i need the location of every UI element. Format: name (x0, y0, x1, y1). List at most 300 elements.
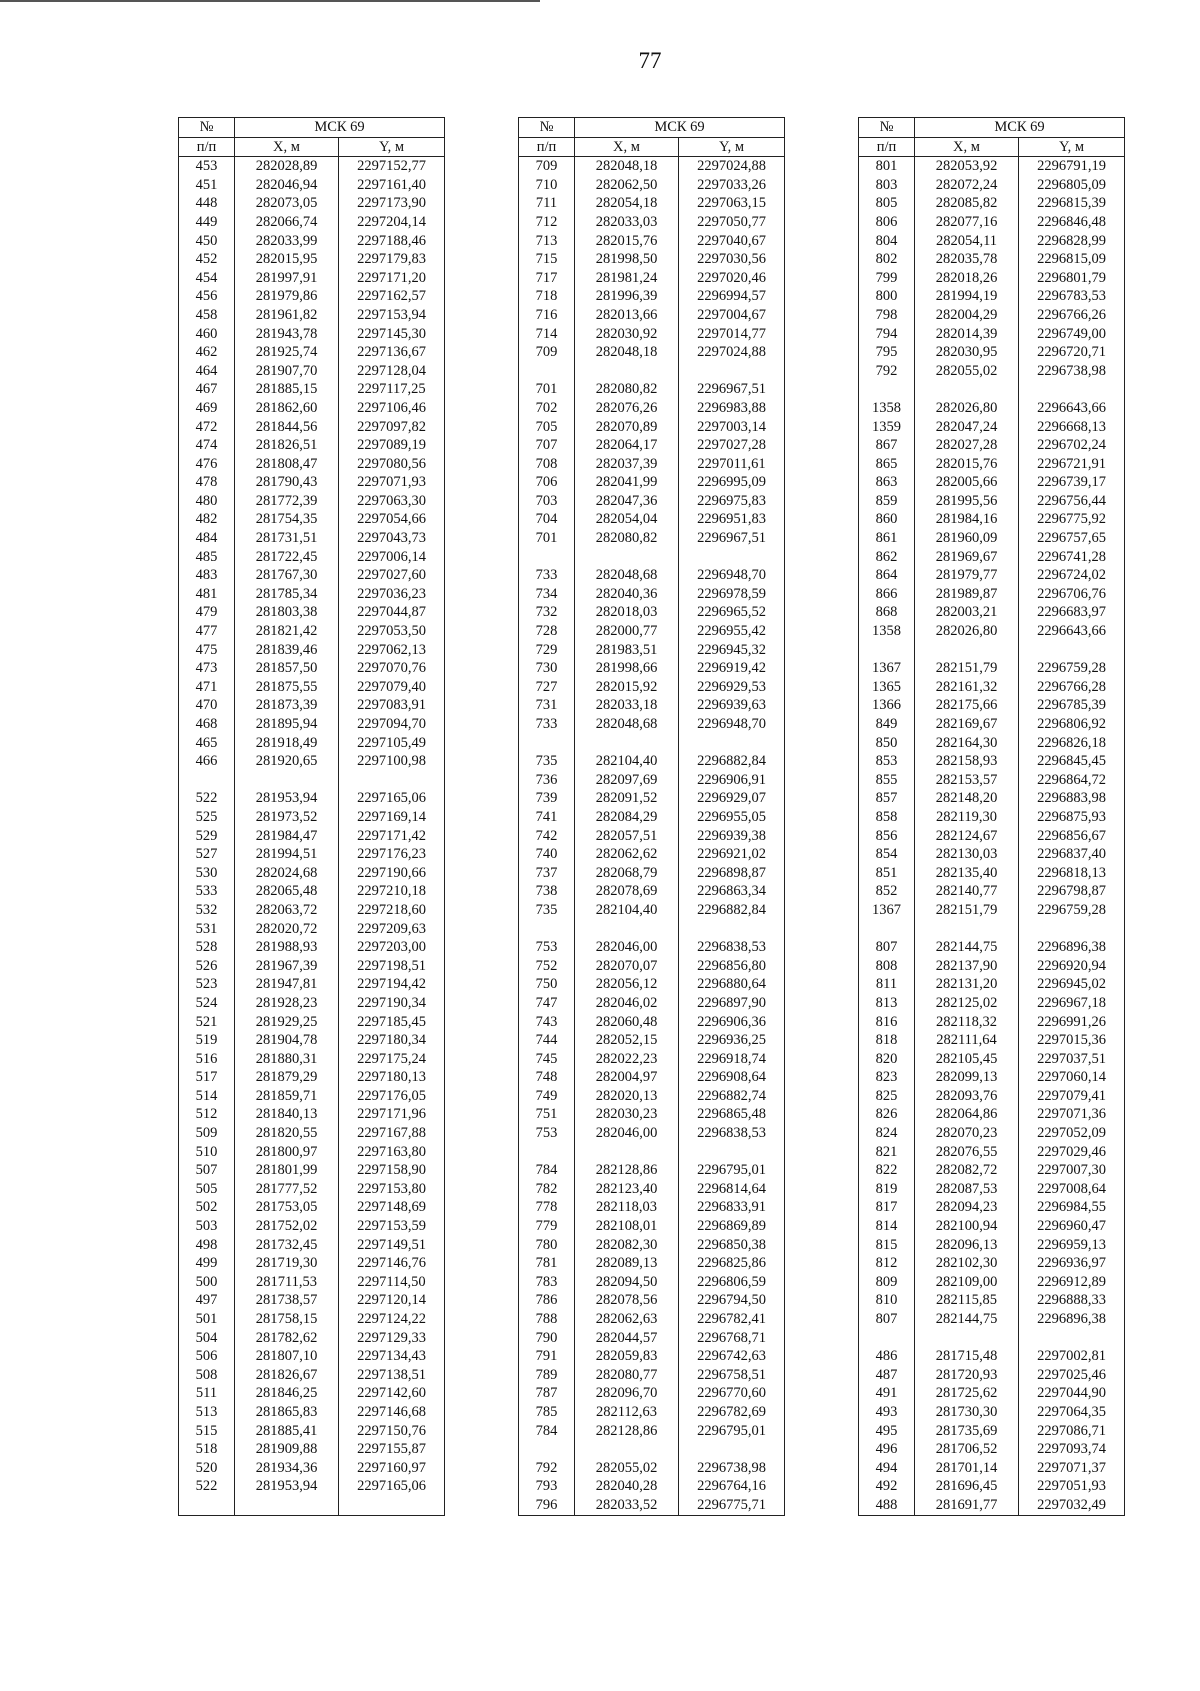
point-number: 784 (519, 1422, 575, 1441)
table-row (859, 1087, 1125, 1106)
y-coordinate: 2296756,44 (1019, 492, 1125, 511)
x-coordinate: 282072,24 (915, 176, 1019, 195)
y-coordinate: 2296759,28 (1019, 659, 1125, 678)
point-number: 473 (179, 659, 235, 678)
y-coordinate: 2296995,09 (679, 473, 785, 492)
point-number: 796 (519, 1496, 575, 1515)
x-coordinate: 281790,43 (235, 473, 339, 492)
x-coordinate: 282062,63 (575, 1310, 679, 1329)
x-coordinate: 281875,55 (235, 678, 339, 697)
point-number: 729 (519, 641, 575, 660)
x-coordinate: 282046,00 (575, 938, 679, 957)
x-coordinate: 281738,57 (235, 1291, 339, 1310)
point-number: 748 (519, 1068, 575, 1087)
point-number: 1366 (859, 696, 915, 715)
y-coordinate: 2297086,71 (1019, 1422, 1125, 1441)
x-coordinate: 281826,51 (235, 436, 339, 455)
table-row (859, 1236, 1125, 1255)
y-coordinate: 2296864,72 (1019, 771, 1125, 790)
table-row (859, 622, 1125, 641)
y-coordinate (679, 1440, 785, 1459)
x-coordinate: 281844,56 (235, 418, 339, 437)
x-coordinate (575, 1440, 679, 1459)
point-number: 744 (519, 1031, 575, 1050)
x-coordinate (575, 362, 679, 381)
point-number: 510 (179, 1143, 235, 1162)
table-row (179, 1347, 445, 1366)
y-coordinate: 2297083,91 (339, 696, 445, 715)
point-number: 794 (859, 325, 915, 344)
y-coordinate: 2297043,73 (339, 529, 445, 548)
point-number: 819 (859, 1180, 915, 1199)
table-row (179, 1180, 445, 1199)
y-coordinate: 2297032,49 (1019, 1496, 1125, 1515)
y-coordinate (1019, 1329, 1125, 1348)
x-coordinate: 282066,74 (235, 213, 339, 232)
x-coordinate: 282099,13 (915, 1068, 1019, 1087)
x-coordinate: 281722,45 (235, 548, 339, 567)
table-row (519, 1180, 785, 1199)
y-coordinate: 2297040,67 (679, 232, 785, 251)
x-coordinate: 282123,40 (575, 1180, 679, 1199)
y-coordinate: 2296897,90 (679, 994, 785, 1013)
x-coordinate: 282153,57 (915, 771, 1019, 790)
y-coordinate: 2296951,83 (679, 510, 785, 529)
y-coordinate: 2297190,66 (339, 864, 445, 883)
table-row (179, 1310, 445, 1329)
y-coordinate: 2297008,64 (1019, 1180, 1125, 1199)
table-row (519, 418, 785, 437)
x-coordinate: 282102,30 (915, 1254, 1019, 1273)
point-number: 523 (179, 975, 235, 994)
table-row (859, 1496, 1125, 1515)
table-row (179, 808, 445, 827)
table-row (179, 641, 445, 660)
x-coordinate: 282055,02 (575, 1459, 679, 1478)
point-number: 522 (179, 789, 235, 808)
x-coordinate: 281979,77 (915, 566, 1019, 585)
point-number: 468 (179, 715, 235, 734)
point-number (519, 734, 575, 753)
y-coordinate: 2297080,56 (339, 455, 445, 474)
point-number: 739 (519, 789, 575, 808)
y-coordinate: 2296882,74 (679, 1087, 785, 1106)
x-coordinate: 282140,77 (915, 882, 1019, 901)
x-coordinate: 282148,20 (915, 789, 1019, 808)
x-coordinate: 281920,65 (235, 752, 339, 771)
x-coordinate: 281840,13 (235, 1105, 339, 1124)
point-number: 779 (519, 1217, 575, 1236)
table-row (859, 436, 1125, 455)
table-row (859, 1477, 1125, 1496)
x-coordinate: 281720,93 (915, 1366, 1019, 1385)
table-row (519, 585, 785, 604)
point-number: 520 (179, 1459, 235, 1478)
y-coordinate: 2296994,57 (679, 287, 785, 306)
point-number: 825 (859, 1087, 915, 1106)
y-coordinate: 2296838,53 (679, 1124, 785, 1143)
table-row (859, 882, 1125, 901)
x-coordinate: 281785,34 (235, 585, 339, 604)
point-number: 518 (179, 1440, 235, 1459)
table-row (179, 399, 445, 418)
x-coordinate: 282078,56 (575, 1291, 679, 1310)
point-number: 528 (179, 938, 235, 957)
point-number: 458 (179, 306, 235, 325)
table-row (519, 455, 785, 474)
y-coordinate: 2297180,13 (339, 1068, 445, 1087)
table-row (519, 808, 785, 827)
point-number: 858 (859, 808, 915, 827)
table-row (179, 789, 445, 808)
table-row (179, 1273, 445, 1292)
x-coordinate: 281725,62 (915, 1384, 1019, 1403)
y-coordinate: 2296828,99 (1019, 232, 1125, 251)
x-coordinate: 282052,15 (575, 1031, 679, 1050)
x-coordinate: 282078,69 (575, 882, 679, 901)
y-coordinate: 2296795,01 (679, 1161, 785, 1180)
point-number: 750 (519, 975, 575, 994)
point-number: 791 (519, 1347, 575, 1366)
point-number: 497 (179, 1291, 235, 1310)
point-number: 506 (179, 1347, 235, 1366)
x-coordinate: 281984,47 (235, 827, 339, 846)
x-coordinate: 282005,66 (915, 473, 1019, 492)
table-row (519, 1347, 785, 1366)
table-row (519, 1105, 785, 1124)
point-number: 806 (859, 213, 915, 232)
point-number: 496 (859, 1440, 915, 1459)
point-number: 815 (859, 1236, 915, 1255)
point-number: 868 (859, 603, 915, 622)
y-coordinate (339, 771, 445, 790)
y-coordinate: 2296742,63 (679, 1347, 785, 1366)
y-coordinate: 2297145,30 (339, 325, 445, 344)
point-number (519, 548, 575, 567)
x-coordinate: 282033,99 (235, 232, 339, 251)
y-coordinate: 2297071,36 (1019, 1105, 1125, 1124)
x-coordinate: 281885,15 (235, 380, 339, 399)
point-number: 1358 (859, 399, 915, 418)
point-number: 780 (519, 1236, 575, 1255)
table-row (179, 752, 445, 771)
table-row (179, 827, 445, 846)
point-number: 477 (179, 622, 235, 641)
table-row (179, 1198, 445, 1217)
point-number: 450 (179, 232, 235, 251)
point-number: 500 (179, 1273, 235, 1292)
y-coordinate: 2296815,39 (1019, 194, 1125, 213)
table-row (179, 269, 445, 288)
page-number: 77 (638, 48, 662, 73)
x-coordinate: 282037,39 (575, 455, 679, 474)
x-coordinate: 282026,80 (915, 622, 1019, 641)
point-number: 733 (519, 566, 575, 585)
y-coordinate: 2297169,14 (339, 808, 445, 827)
table-row (179, 715, 445, 734)
x-coordinate: 282028,89 (235, 157, 339, 176)
point-number: 533 (179, 882, 235, 901)
point-number: 494 (859, 1459, 915, 1478)
table-row (179, 622, 445, 641)
point-number: 854 (859, 845, 915, 864)
x-coordinate: 282104,40 (575, 901, 679, 920)
y-coordinate: 2297150,76 (339, 1422, 445, 1441)
x-coordinate: 282076,26 (575, 399, 679, 418)
x-coordinate: 281777,52 (235, 1180, 339, 1199)
point-number: 529 (179, 827, 235, 846)
table-row (859, 585, 1125, 604)
table-row (519, 827, 785, 846)
point-number: 789 (519, 1366, 575, 1385)
header-x: X, м (915, 137, 1019, 157)
x-coordinate: 282015,95 (235, 250, 339, 269)
x-coordinate: 282000,77 (575, 622, 679, 641)
x-coordinate: 282046,00 (575, 1124, 679, 1143)
x-coordinate (915, 641, 1019, 660)
y-coordinate: 2297006,14 (339, 548, 445, 567)
table-row (859, 901, 1125, 920)
header-sub: п/п (179, 137, 235, 157)
y-coordinate: 2296918,74 (679, 1050, 785, 1069)
y-coordinate: 2296896,38 (1019, 1310, 1125, 1329)
point-number: 753 (519, 938, 575, 957)
point-number: 812 (859, 1254, 915, 1273)
table-row (519, 473, 785, 492)
x-coordinate: 282018,03 (575, 603, 679, 622)
table-row (859, 603, 1125, 622)
y-coordinate: 2296643,66 (1019, 622, 1125, 641)
table-row (179, 1291, 445, 1310)
header-y: Y, м (679, 137, 785, 157)
x-coordinate: 281998,66 (575, 659, 679, 678)
x-coordinate: 282080,82 (575, 529, 679, 548)
table-row (519, 194, 785, 213)
point-number: 478 (179, 473, 235, 492)
table-row (859, 696, 1125, 715)
point-number: 511 (179, 1384, 235, 1403)
x-coordinate: 282044,57 (575, 1329, 679, 1348)
point-number: 734 (519, 585, 575, 604)
table-row (519, 1422, 785, 1441)
point-number: 499 (179, 1254, 235, 1273)
x-coordinate (235, 1496, 339, 1515)
x-coordinate: 282130,03 (915, 845, 1019, 864)
y-coordinate: 2296738,98 (679, 1459, 785, 1478)
point-number (859, 1329, 915, 1348)
y-coordinate: 2297089,19 (339, 436, 445, 455)
y-coordinate: 2297093,74 (1019, 1440, 1125, 1459)
table-row (179, 659, 445, 678)
x-coordinate: 281754,35 (235, 510, 339, 529)
x-coordinate: 281711,53 (235, 1273, 339, 1292)
y-coordinate: 2297071,93 (339, 473, 445, 492)
table-row (859, 1329, 1125, 1348)
y-coordinate: 2297062,13 (339, 641, 445, 660)
point-number: 703 (519, 492, 575, 511)
point-number: 867 (859, 436, 915, 455)
x-coordinate: 281996,39 (575, 287, 679, 306)
point-number: 736 (519, 771, 575, 790)
point-number: 811 (859, 975, 915, 994)
point-number: 487 (859, 1366, 915, 1385)
y-coordinate: 2297198,51 (339, 957, 445, 976)
point-number: 799 (859, 269, 915, 288)
table-row (179, 157, 445, 176)
table-row (519, 1050, 785, 1069)
x-coordinate: 281879,29 (235, 1068, 339, 1087)
x-coordinate: 282128,86 (575, 1422, 679, 1441)
point-number: 482 (179, 510, 235, 529)
x-coordinate: 281732,45 (235, 1236, 339, 1255)
point-number: 786 (519, 1291, 575, 1310)
point-number: 807 (859, 1310, 915, 1329)
y-coordinate: 2297163,80 (339, 1143, 445, 1162)
x-coordinate: 281839,46 (235, 641, 339, 660)
y-coordinate: 2297070,76 (339, 659, 445, 678)
point-number (519, 362, 575, 381)
y-coordinate: 2296846,48 (1019, 213, 1125, 232)
table-row (519, 789, 785, 808)
x-coordinate: 281873,39 (235, 696, 339, 715)
table-row (179, 232, 445, 251)
x-coordinate: 282070,07 (575, 957, 679, 976)
y-coordinate: 2297160,97 (339, 1459, 445, 1478)
table-row (859, 752, 1125, 771)
y-coordinate (1019, 641, 1125, 660)
point-number: 498 (179, 1236, 235, 1255)
x-coordinate: 282119,30 (915, 808, 1019, 827)
point-number: 512 (179, 1105, 235, 1124)
y-coordinate: 2297161,40 (339, 176, 445, 195)
table-row (519, 548, 785, 567)
point-number: 474 (179, 436, 235, 455)
table-row (859, 789, 1125, 808)
point-number: 735 (519, 752, 575, 771)
table-row (519, 362, 785, 381)
x-coordinate: 281994,51 (235, 845, 339, 864)
point-number: 705 (519, 418, 575, 437)
table-row (859, 566, 1125, 585)
x-coordinate: 281885,41 (235, 1422, 339, 1441)
table-row (519, 994, 785, 1013)
x-coordinate: 282096,70 (575, 1384, 679, 1403)
table-row (179, 1143, 445, 1162)
header-coordinate-system: МСК 69 (575, 118, 785, 138)
x-coordinate: 282063,72 (235, 901, 339, 920)
x-coordinate: 281953,94 (235, 789, 339, 808)
y-coordinate: 2297142,60 (339, 1384, 445, 1403)
point-number: 480 (179, 492, 235, 511)
point-number: 527 (179, 845, 235, 864)
x-coordinate: 282027,28 (915, 436, 1019, 455)
y-coordinate: 2297153,80 (339, 1180, 445, 1199)
y-coordinate: 2297007,30 (1019, 1161, 1125, 1180)
y-coordinate: 2297071,37 (1019, 1459, 1125, 1478)
point-number: 864 (859, 566, 915, 585)
table-row (519, 920, 785, 939)
point-number: 816 (859, 1013, 915, 1032)
x-coordinate: 282070,23 (915, 1124, 1019, 1143)
table-row (519, 1329, 785, 1348)
table-row (859, 1459, 1125, 1478)
x-coordinate: 281731,51 (235, 529, 339, 548)
y-coordinate: 2296929,07 (679, 789, 785, 808)
y-coordinate: 2297209,63 (339, 920, 445, 939)
table-row (179, 1124, 445, 1143)
point-number: 802 (859, 250, 915, 269)
x-coordinate: 282053,92 (915, 157, 1019, 176)
x-coordinate: 281701,14 (915, 1459, 1019, 1478)
x-coordinate: 282040,28 (575, 1477, 679, 1496)
header-num: № (519, 118, 575, 138)
y-coordinate: 2297063,15 (679, 194, 785, 213)
y-coordinate: 2296837,40 (1019, 845, 1125, 864)
point-number: 495 (859, 1422, 915, 1441)
y-coordinate: 2296643,66 (1019, 399, 1125, 418)
table-row (859, 1347, 1125, 1366)
y-coordinate: 2296856,67 (1019, 827, 1125, 846)
table-row (859, 1310, 1125, 1329)
x-coordinate: 282046,02 (575, 994, 679, 1013)
point-number: 823 (859, 1068, 915, 1087)
y-coordinate: 2297079,40 (339, 678, 445, 697)
y-coordinate: 2297128,04 (339, 362, 445, 381)
x-coordinate: 282161,32 (915, 678, 1019, 697)
point-number: 753 (519, 1124, 575, 1143)
y-coordinate: 2296815,09 (1019, 250, 1125, 269)
y-coordinate: 2296818,13 (1019, 864, 1125, 883)
y-coordinate: 2296758,51 (679, 1366, 785, 1385)
point-number (859, 641, 915, 660)
table-row (179, 1384, 445, 1403)
y-coordinate: 2296766,26 (1019, 306, 1125, 325)
y-coordinate: 2297114,50 (339, 1273, 445, 1292)
x-coordinate: 281880,31 (235, 1050, 339, 1069)
table-row (179, 901, 445, 920)
y-coordinate: 2296724,02 (1019, 566, 1125, 585)
point-number: 451 (179, 176, 235, 195)
x-coordinate: 282057,51 (575, 827, 679, 846)
point-number: 521 (179, 1013, 235, 1032)
point-number: 807 (859, 938, 915, 957)
table-row (519, 1087, 785, 1106)
point-number: 486 (859, 1347, 915, 1366)
x-coordinate: 282047,24 (915, 418, 1019, 437)
table-row (179, 194, 445, 213)
x-coordinate: 281735,69 (915, 1422, 1019, 1441)
point-number: 466 (179, 752, 235, 771)
point-number: 448 (179, 194, 235, 213)
x-coordinate: 282030,23 (575, 1105, 679, 1124)
x-coordinate: 281859,71 (235, 1087, 339, 1106)
y-coordinate: 2297002,81 (1019, 1347, 1125, 1366)
table-row (519, 343, 785, 362)
y-coordinate (679, 734, 785, 753)
table-row (519, 1384, 785, 1403)
x-coordinate: 282175,66 (915, 696, 1019, 715)
x-coordinate: 281782,62 (235, 1329, 339, 1348)
point-number: 795 (859, 343, 915, 362)
y-coordinate (679, 362, 785, 381)
y-coordinate: 2297033,26 (679, 176, 785, 195)
table-row (859, 771, 1125, 790)
x-coordinate: 282087,53 (915, 1180, 1019, 1199)
point-number: 733 (519, 715, 575, 734)
y-coordinate: 2297165,06 (339, 789, 445, 808)
y-coordinate: 2296888,33 (1019, 1291, 1125, 1310)
table-row (859, 920, 1125, 939)
